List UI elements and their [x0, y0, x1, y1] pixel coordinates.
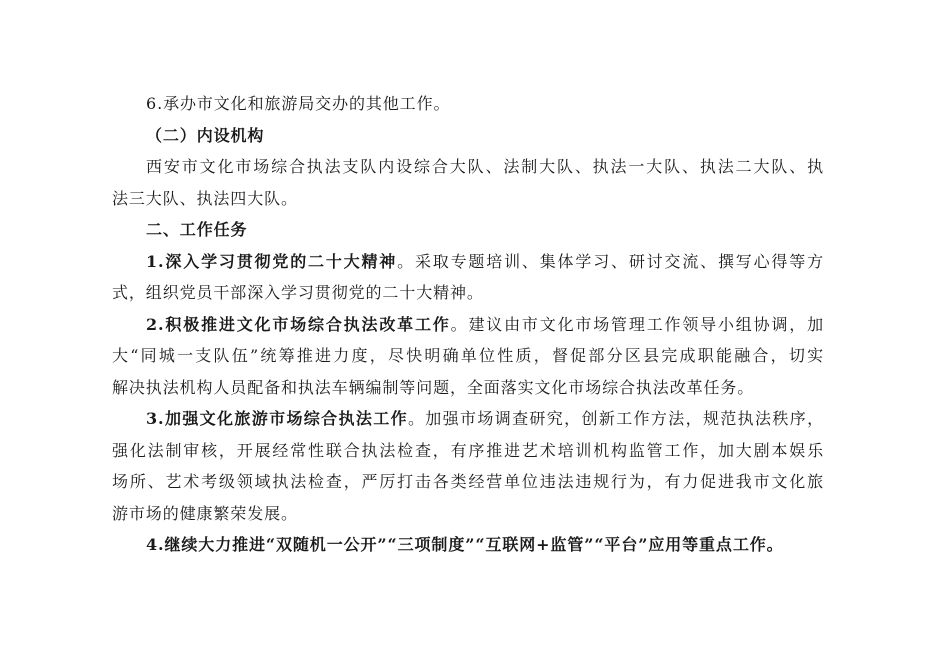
task-4-title: 4.继续大力推进“双随机一公开”“三项制度”“互联网+监管”“平台”应用等重点工作。 — [146, 535, 784, 554]
task-1-line-2: 式，组织党员干部深入学习贯彻党的二十大精神。 — [112, 283, 484, 302]
task-1-title: 1.深入学习贯彻党的二十大精神 — [146, 251, 398, 271]
task-1-text: 。采取专题培训、集体学习、研讨交流、撰写心得等方 — [397, 251, 824, 271]
paragraph-internal-line-1: 西安市文化市场综合执法支队内设综合大队、法制大队、执法一大队、执法二大队、执 — [146, 157, 824, 176]
task-3-line-2: 强化法制审核，开展经常性联合执法检查，有序推进艺术培训机构监管工作，加大剧本娱乐 — [112, 440, 824, 460]
task-1-line-1 — [112, 246, 824, 278]
task-3-line-3: 场所、艺术考级领域执法检查，严厉打击各类经营单位违法违规行为，有力促进我市文化旅 — [112, 472, 824, 491]
item-6: 6.承办市文化和旅游局交办的其他工作。 — [146, 94, 451, 113]
task-2-line-2: 大“同城一支队伍”统筹推进力度，尽快明确单位性质，督促部分区县完成职能融合，切实 — [112, 346, 824, 365]
document-page — [112, 88, 824, 561]
task-2-text: 。建议由市文化市场管理工作领导小组协调，加 — [450, 314, 824, 334]
task-3-title: 3.加强文化旅游市场综合执法工作 — [146, 409, 408, 428]
task-2-title: 2.积极推进文化市场综合执法改革工作 — [146, 314, 451, 334]
paragraph-internal-line-2: 法三大队、执法四大队。 — [112, 188, 298, 208]
task-3-line-1 — [112, 403, 824, 435]
section-heading-tasks: 二、工作任务 — [146, 220, 248, 239]
task-3-line-4: 游市场的健康繁荣发展。 — [112, 503, 298, 523]
task-3-text: 。加强市场调查研究，创新工作方法，规范执法秩序， — [407, 409, 824, 428]
section-heading-internal-structure: （二）内设机构 — [146, 125, 265, 145]
task-2-line-1 — [112, 309, 824, 341]
task-2-line-3: 解决执法机构人员配备和执法车辆编制等问题，全面落实文化市场综合执法改革任务。 — [112, 377, 755, 397]
